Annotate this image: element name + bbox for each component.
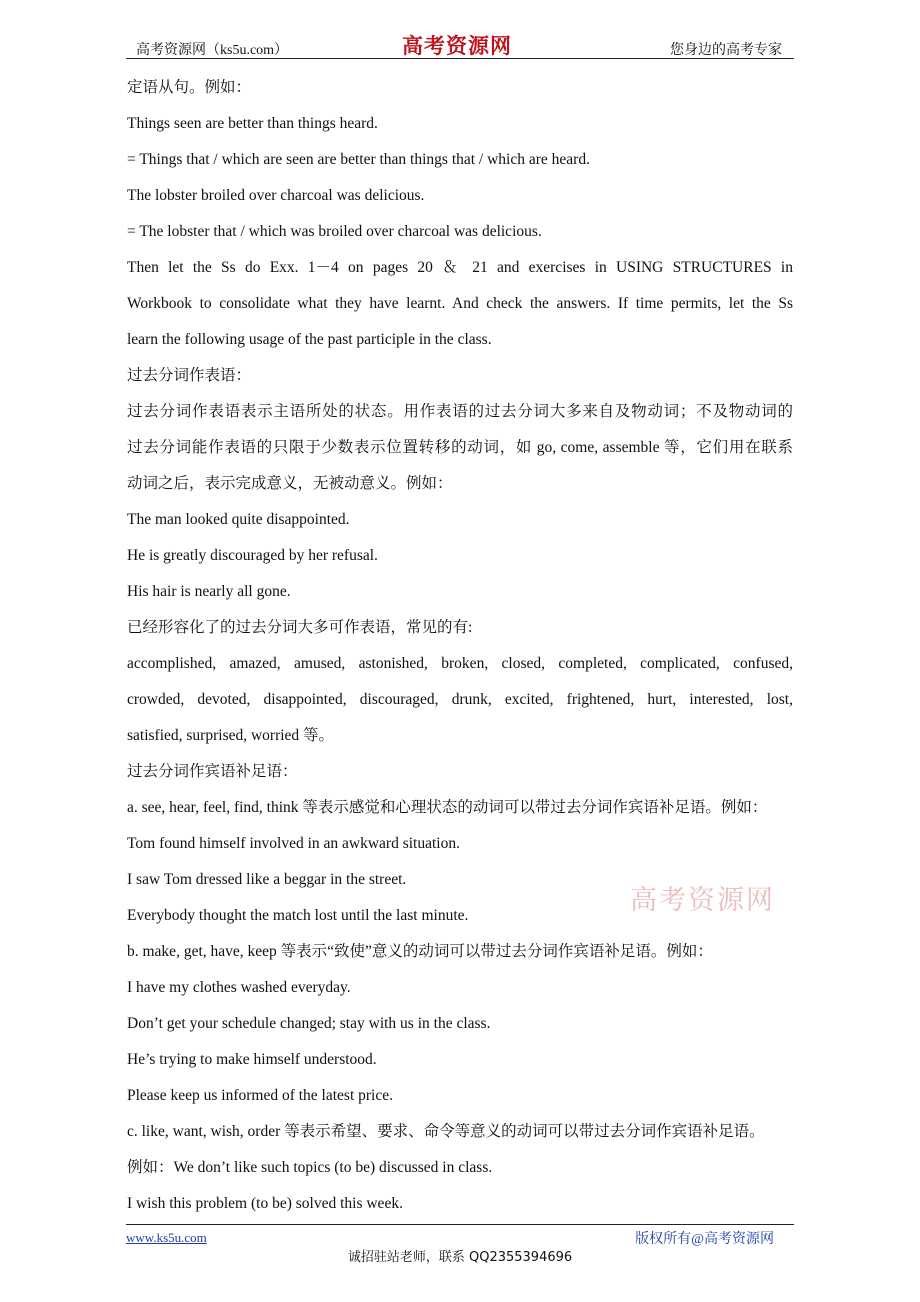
text-line: 过去分词作宾语补足语： — [127, 763, 298, 780]
text-line: b. make, get, have, keep 等表示“致使”意义的动词可以带过去分词作宾语补足语。例如： — [127, 943, 713, 960]
text-line: 动词之后，表示完成意义，无被动意义。例如： — [127, 475, 453, 492]
text-line: 过去分词作表语： — [127, 367, 252, 384]
text-line: I saw Tom dressed like a beggar in the street. — [127, 871, 407, 888]
text-line: a. see, hear, feel, find, think 等表示感觉和心理状态的动词可以带过去分词作宾语补足语。例如： — [127, 799, 768, 816]
text-line: satisfied, surprised, worried 等。 — [127, 727, 335, 744]
text-line: = The lobster that / which was broiled over charcoal was delicious. — [127, 223, 542, 240]
text-line: The lobster broiled over charcoal was delicious. — [127, 187, 425, 204]
text-line: 例如：We don’t like such topics (to be) discussed in class. — [127, 1159, 493, 1176]
text-line: Don’t get your schedule changed; stay with us in the class. — [127, 1015, 491, 1032]
text-line: Workbook to consolidate what they have learnt. And check the answers. If time permits, let the Ss — [127, 295, 793, 312]
text-line: He’s trying to make himself understood. — [127, 1051, 377, 1068]
text-line: 过去分词能作表语的只限于少数表示位置转移的动词，如 go, come, assemble 等，它们用在联系 — [127, 439, 793, 456]
page-header — [126, 30, 794, 59]
text-line: Things seen are better than things heard. — [127, 115, 378, 132]
text-line: 过去分词作表语表示主语所处的状态。用作表语的过去分词大多来自及物动词；不及物动词的 — [127, 403, 793, 420]
text-line: learn the following usage of the past participle in the class. — [127, 331, 492, 348]
text-line: I wish this problem (to be) solved this week. — [127, 1195, 403, 1212]
document-body — [127, 73, 793, 1225]
text-line: = Things that / which are seen are better than things that / which are heard. — [127, 151, 590, 168]
text-line: Tom found himself involved in an awkward situation. — [127, 835, 460, 852]
footer-site-link[interactable]: www.ks5u.com — [126, 1230, 207, 1245]
text-line: Then let the Ss do Exx. 1－4 on pages 20 ＆ 21 and exercises in USING STRUCTURES in — [127, 259, 793, 276]
text-line: Everybody thought the match lost until the last minute. — [127, 907, 469, 924]
text-line: The man looked quite disappointed. — [127, 511, 350, 528]
text-line: Please keep us informed of the latest price. — [127, 1087, 393, 1104]
watermark: 高考资源网 — [630, 885, 775, 916]
text-line: c. like, want, wish, order 等表示希望、要求、命令等意义的动词可以带过去分词作宾语补足语。 — [127, 1123, 765, 1140]
text-line: 定语从句。例如： — [127, 79, 252, 96]
footer-copyright: 版权所有@高考资源网 — [635, 1232, 774, 1247]
header-logo: 高考资源网 — [402, 34, 512, 58]
header-slogan: 您身边的高考专家 — [670, 43, 782, 58]
footer-recruit-notice: 诚招驻站老师，联系 QQ2355394696 — [347, 1250, 573, 1265]
text-line: crowded, devoted, disappointed, discouraged, drunk, excited, frightened, hurt, interested, lost, — [127, 691, 793, 708]
text-line: He is greatly discouraged by her refusal. — [127, 547, 378, 564]
text-line: accomplished, amazed, amused, astonished, broken, closed, completed, complicated, confused, — [127, 655, 793, 672]
header-site-name: 高考资源网（ks5u.com） — [136, 43, 289, 58]
text-line: I have my clothes washed everyday. — [127, 979, 351, 996]
text-line: His hair is nearly all gone. — [127, 583, 291, 600]
text-line: 已经形容化了的过去分词大多可作表语，常见的有: — [127, 619, 473, 636]
